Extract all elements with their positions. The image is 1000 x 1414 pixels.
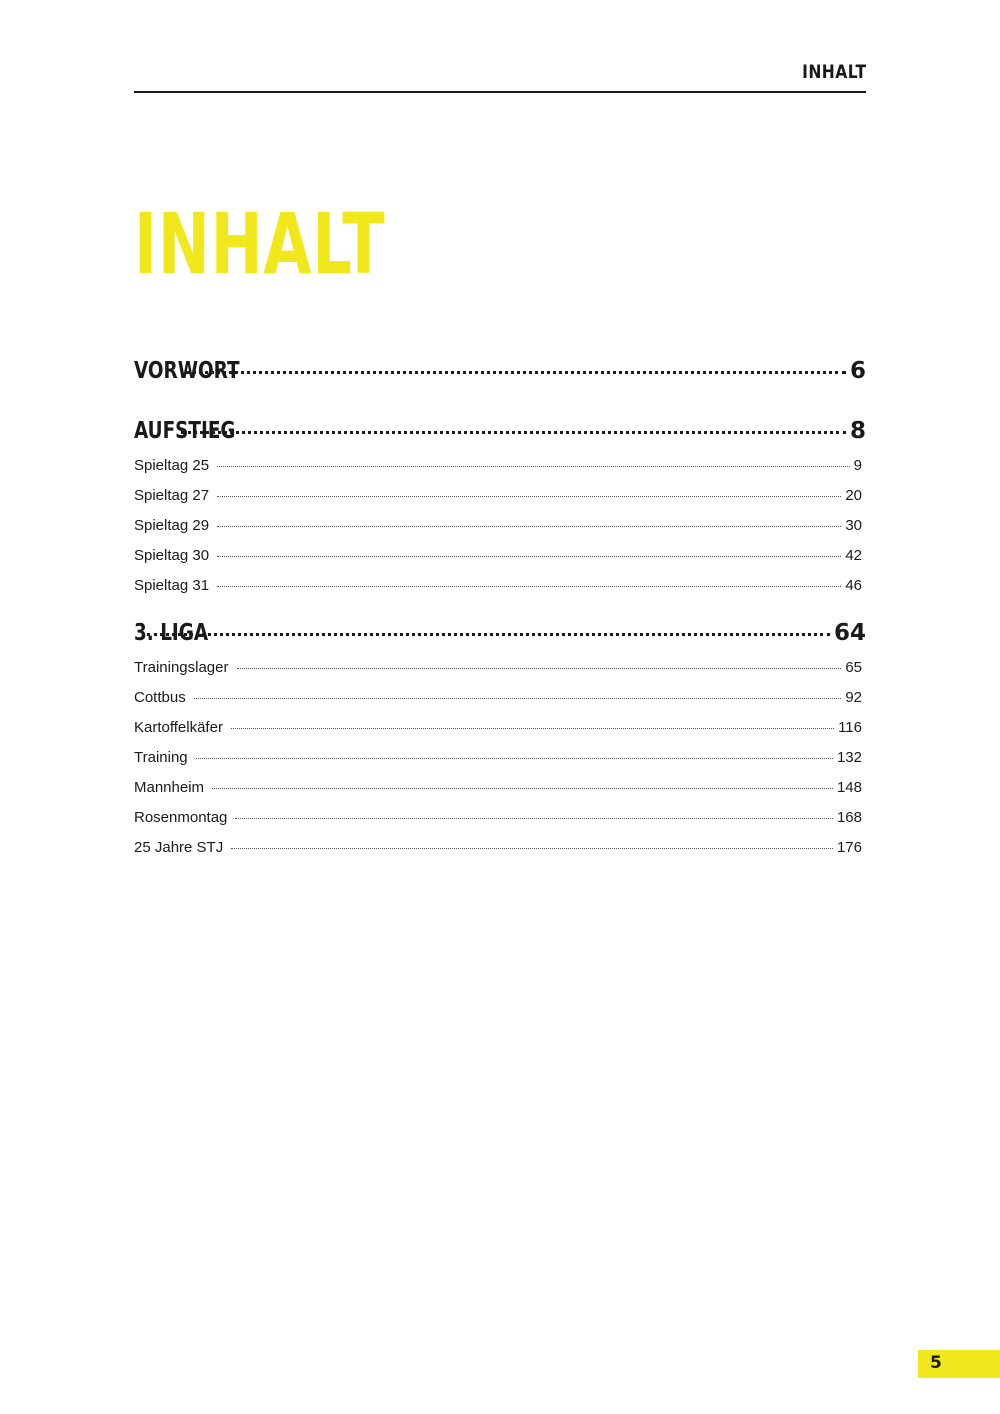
toc-item[interactable] [134, 659, 866, 681]
toc-leader [217, 586, 841, 587]
toc-leader [147, 633, 830, 636]
toc-item-label: Spieltag 30 [134, 547, 210, 564]
toc-item-page: 46 [845, 577, 862, 594]
toc-item[interactable] [134, 577, 866, 599]
toc-section-aufstieg[interactable] [134, 418, 866, 450]
toc-item-page: 30 [845, 517, 862, 534]
toc-leader [217, 466, 850, 467]
toc-leader [181, 431, 846, 434]
running-header [134, 58, 866, 93]
running-header-title: INHALT [801, 61, 866, 83]
page-number-tab [918, 1350, 1000, 1378]
toc-section-page: 6 [849, 358, 866, 384]
toc-item-page: 92 [845, 689, 862, 706]
toc-leader [231, 728, 834, 729]
toc-item-page: 9 [853, 457, 862, 474]
toc-item-page: 65 [845, 659, 862, 676]
toc-item[interactable] [134, 457, 866, 479]
toc-leader [194, 698, 842, 699]
toc-item[interactable] [134, 749, 866, 771]
page-title: INHALT [134, 195, 386, 293]
toc-item-page: 176 [836, 839, 862, 856]
toc-item[interactable] [134, 779, 866, 801]
toc-item-label: Trainingslager [134, 659, 229, 676]
toc-section-vorwort[interactable] [134, 358, 866, 390]
toc-section-label: 3. LIGA [134, 620, 209, 646]
toc-item-label: 25 Jahre STJ [134, 839, 224, 856]
toc-item[interactable] [134, 487, 866, 509]
toc-item-page: 148 [836, 779, 862, 796]
toc-item-label: Spieltag 27 [134, 487, 210, 504]
toc-leader [231, 848, 833, 849]
toc-item-label: Kartoffelkäfer [134, 719, 223, 736]
toc-leader [237, 668, 842, 669]
toc-section-page: 64 [833, 620, 866, 646]
toc-section-label: VORWORT [134, 358, 240, 384]
toc-item-label: Training [134, 749, 188, 766]
toc-leader [196, 758, 833, 759]
page-number: 5 [930, 1353, 942, 1373]
toc-item[interactable] [134, 839, 866, 861]
toc-section-label: AUFSTIEG [134, 418, 236, 444]
toc-item-page: 42 [845, 547, 862, 564]
toc-item-page: 116 [838, 719, 862, 736]
toc-leader [217, 496, 841, 497]
toc-leader [217, 526, 841, 527]
toc-section-page: 8 [849, 418, 866, 444]
toc-leader [235, 818, 833, 819]
toc-item-label: Spieltag 31 [134, 577, 210, 594]
toc-item-label: Rosenmontag [134, 809, 228, 826]
toc-item-page: 168 [836, 809, 862, 826]
toc-leader [212, 788, 833, 789]
toc-item[interactable] [134, 517, 866, 539]
toc-section-3-liga[interactable] [134, 620, 866, 652]
toc-item-label: Mannheim [134, 779, 205, 796]
toc-item[interactable] [134, 547, 866, 569]
toc-item-page: 20 [845, 487, 862, 504]
toc-item[interactable] [134, 809, 866, 831]
toc-leader [217, 556, 841, 557]
toc-item-label: Cottbus [134, 689, 186, 706]
toc-leader [186, 371, 846, 374]
toc-item-label: Spieltag 25 [134, 457, 210, 474]
toc-item[interactable] [134, 719, 866, 741]
toc-item[interactable] [134, 689, 866, 711]
toc-item-page: 132 [836, 749, 862, 766]
toc-item-label: Spieltag 29 [134, 517, 210, 534]
